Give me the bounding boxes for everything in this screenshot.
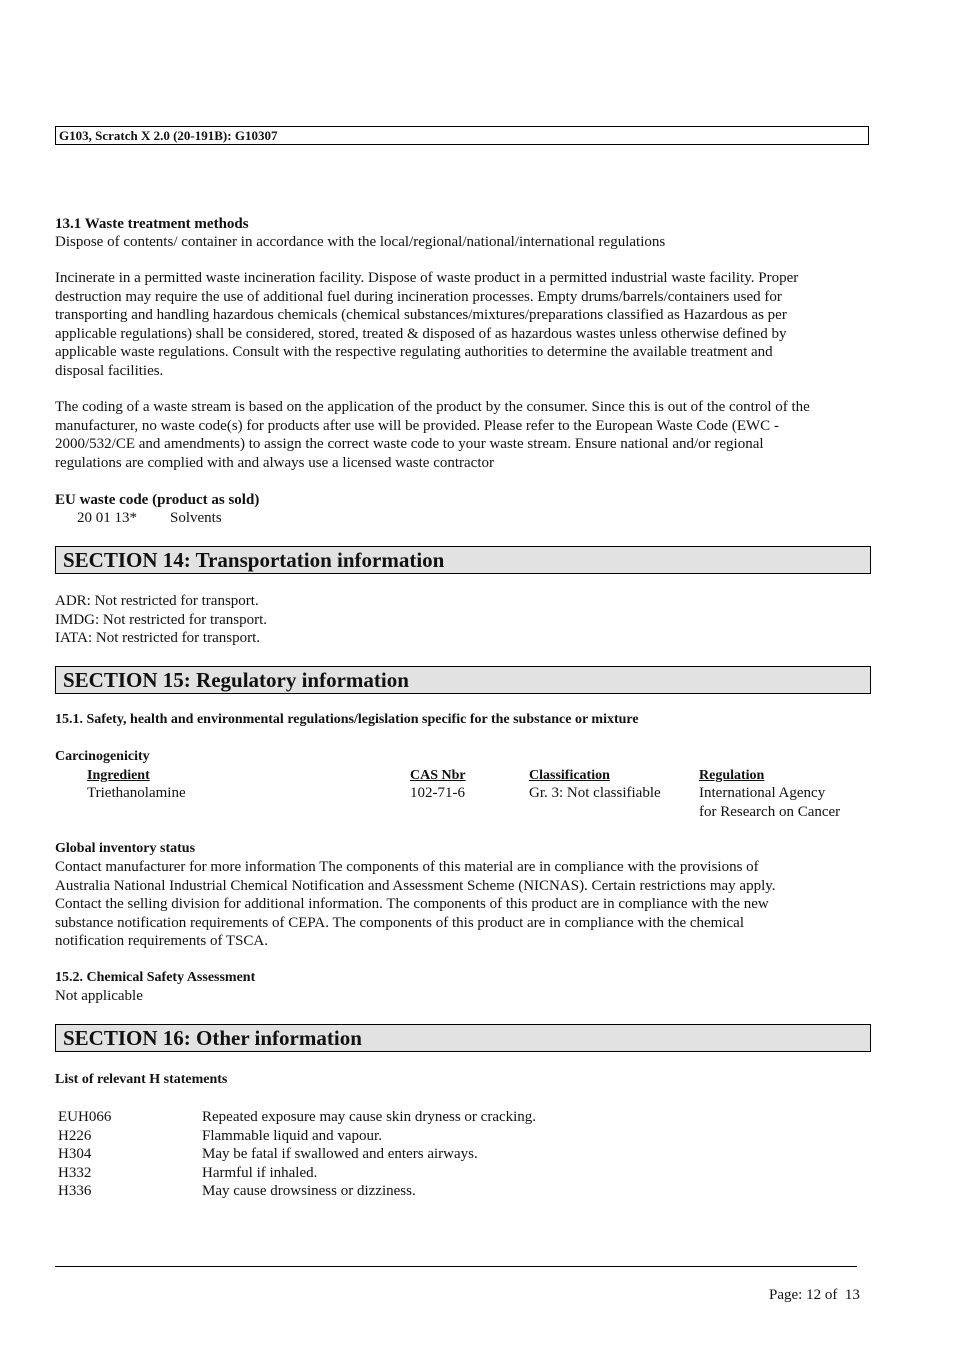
table-header-regulation: Regulation bbox=[699, 768, 765, 783]
paragraph-line: applicable waste regulations. Consult with the respective regulating authorities to determine the available treatment and bbox=[55, 344, 773, 360]
h-code: EUH066 bbox=[58, 1109, 112, 1125]
document-header: G103, Scratch X 2.0 (20-191B): G10307 bbox=[55, 126, 869, 145]
h-code: H336 bbox=[58, 1183, 92, 1199]
paragraph-line: disposal facilities. bbox=[55, 362, 164, 379]
paragraph-line: 2000/532/CE and amendments) to assign the correct waste code to your waste stream. Ensure national and/or regional bbox=[55, 436, 764, 452]
eu-waste-code-desc: Solvents bbox=[170, 510, 222, 526]
footer-divider bbox=[55, 1266, 857, 1267]
transport-line-adr: ADR: Not restricted for transport. bbox=[55, 593, 259, 609]
waste-treatment-line: Dispose of contents/ container in accordance with the local/regional/national/international regulations bbox=[55, 234, 666, 250]
h-text: May cause drowsiness or dizziness. bbox=[202, 1183, 416, 1199]
transport-line-imdg: IMDG: Not restricted for transport. bbox=[55, 611, 268, 628]
paragraph-line: substance notification requirements of CEPA. The components of this product are in compliance with the chemical bbox=[55, 914, 744, 931]
paragraph-line: applicable regulations) shall be considered, stored, treated & disposed of as hazardous wastes unless otherwise defined by bbox=[55, 325, 787, 342]
paragraph-line: notification requirements of TSCA. bbox=[55, 933, 269, 949]
carcinogenicity-title: Carcinogenicity bbox=[55, 749, 150, 764]
h-code: H332 bbox=[58, 1164, 92, 1181]
section-16-title: SECTION 16: Other information bbox=[55, 1024, 871, 1052]
global-inventory-title: Global inventory status bbox=[55, 841, 196, 856]
paragraph-line: Contact manufacturer for more information The components of this material are in compliance with the provisions of bbox=[55, 859, 759, 875]
h-code: H226 bbox=[58, 1127, 92, 1144]
table-cell-ingredient: Triethanolamine bbox=[87, 785, 186, 801]
h-text: Harmful if inhaled. bbox=[202, 1164, 318, 1181]
regulation-line: for Research on Cancer bbox=[699, 803, 841, 820]
h-statements-title: List of relevant H statements bbox=[55, 1072, 228, 1087]
waste-coding-paragraph bbox=[55, 398, 870, 472]
h-statements-texts bbox=[202, 1108, 536, 1201]
regulation-line: International Agency bbox=[699, 785, 826, 801]
eu-waste-code-title: EU waste code (product as sold) bbox=[55, 492, 260, 508]
table-header-cas: CAS Nbr bbox=[410, 768, 466, 783]
regulations-subtitle: 15.1. Safety, health and environmental regulations/legislation specific for the substance or mixture bbox=[55, 712, 639, 727]
table-header-ingredient: Ingredient bbox=[87, 768, 150, 783]
h-text: Flammable liquid and vapour. bbox=[202, 1127, 382, 1144]
waste-treatment-title: 13.1 Waste treatment methods bbox=[55, 216, 249, 232]
section-15-title: SECTION 15: Regulatory information bbox=[55, 666, 871, 694]
table-cell-regulation bbox=[699, 784, 840, 821]
incinerate-paragraph bbox=[55, 269, 870, 380]
h-text: Repeated exposure may cause skin dryness or cracking. bbox=[202, 1109, 537, 1125]
section-14-title: SECTION 14: Transportation information bbox=[55, 546, 871, 574]
paragraph-line: destruction may require the use of additional fuel during incineration processes. Empty drums/barrels/containers used for bbox=[55, 288, 782, 305]
paragraph-line: regulations are complied with and always use a licensed waste contractor bbox=[55, 454, 495, 471]
transport-list bbox=[55, 592, 870, 648]
paragraph-line: transporting and handling hazardous chemicals (chemical substances/mixtures/preparations classified as Hazardous as per bbox=[55, 307, 787, 323]
chemical-safety-title: 15.2. Chemical Safety Assessment bbox=[55, 970, 256, 985]
paragraph-line: Contact the selling division for additional information. The components of this product are in compliance with the new bbox=[55, 896, 769, 912]
paragraph-line: Australia National Industrial Chemical Notification and Assessment Scheme (NICNAS). Certain restrictions may apply. bbox=[55, 877, 776, 894]
global-inventory-paragraph bbox=[55, 858, 870, 951]
h-code: H304 bbox=[58, 1146, 92, 1162]
chemical-safety-value: Not applicable bbox=[55, 988, 143, 1004]
eu-waste-code: 20 01 13* bbox=[77, 510, 137, 526]
paragraph-line: Incinerate in a permitted waste incineration facility. Dispose of waste product in a permitted industrial waste facility. Proper bbox=[55, 270, 799, 286]
table-cell-cas: 102-71-6 bbox=[410, 785, 465, 801]
table-cell-classification: Gr. 3: Not classifiable bbox=[529, 785, 661, 801]
h-statements-codes bbox=[58, 1108, 111, 1201]
page-number: Page: 12 of 13 bbox=[769, 1287, 860, 1303]
table-header-classification: Classification bbox=[529, 768, 610, 783]
paragraph-line: manufacturer, no waste code(s) for products after use will be provided. Please refer to the European Waste Code (EWC - bbox=[55, 417, 779, 434]
h-text: May be fatal if swallowed and enters airways. bbox=[202, 1146, 478, 1162]
transport-line-iata: IATA: Not restricted for transport. bbox=[55, 630, 260, 646]
paragraph-line: The coding of a waste stream is based on the application of the product by the consumer. Since this is out of the control of the bbox=[55, 399, 810, 415]
